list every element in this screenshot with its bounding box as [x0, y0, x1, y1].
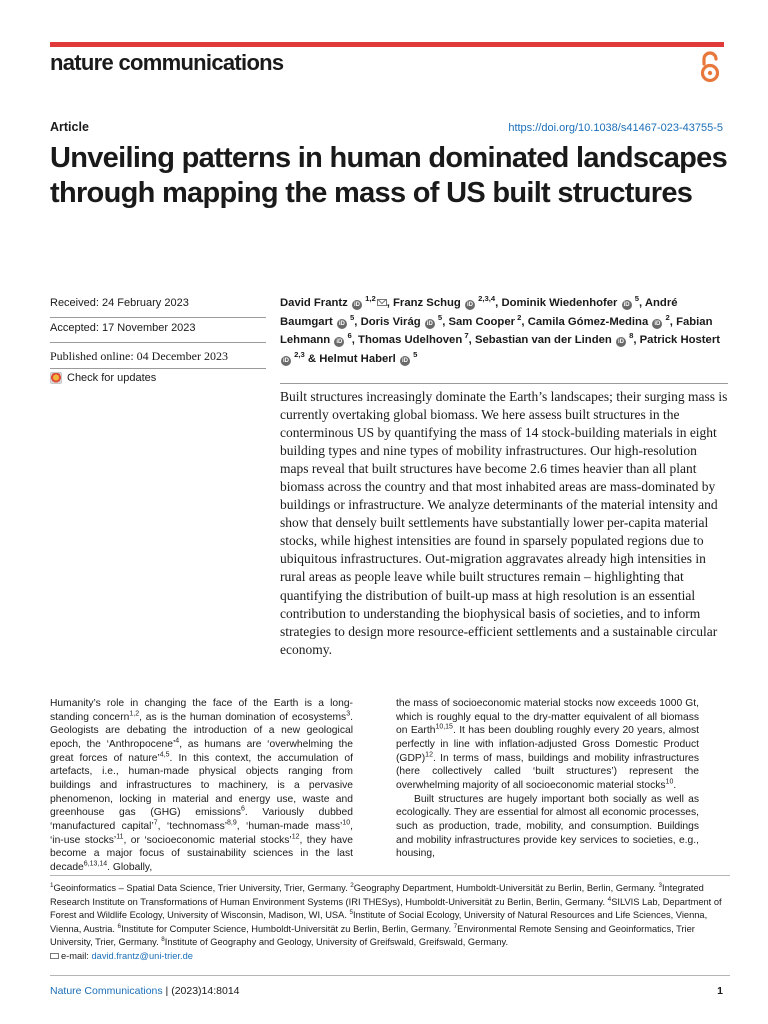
citation-ref[interactable]: 10,15: [435, 723, 453, 731]
affiliation-marker: 1,2: [362, 294, 376, 304]
author-name[interactable]: André Baumgart iD $^5$: [280, 297, 678, 328]
check-updates-icon: [50, 372, 62, 384]
orcid-icon[interactable]: iD: [623, 302, 630, 308]
body-column-right: [396, 697, 699, 861]
affiliation-marker: 5: [435, 312, 443, 322]
citation-ref[interactable]: 8,9: [227, 819, 237, 827]
article-title: Unveiling patterns in human dominated landscapes through mapping the mass of US built structures: [50, 142, 728, 209]
orcid-icon[interactable]: iD: [283, 357, 289, 364]
affiliation-marker: 6: [345, 331, 352, 341]
orcid-icon[interactable]: iD: [654, 320, 661, 327]
affiliation-marker: 5: [410, 350, 418, 360]
email-link[interactable]: david.frantz@uni-trier.de: [91, 950, 193, 961]
email-icon: [50, 953, 59, 959]
author-name[interactable]: Fabian Lehmann iD $^6$: [280, 315, 713, 347]
footnote-divider: [50, 875, 730, 876]
citation-ref[interactable]: 11: [116, 833, 124, 841]
footer-volume: | (2023)14:8014: [162, 985, 240, 997]
author-name[interactable]: David Frantz iD $^{1,2}$: [280, 297, 387, 309]
doi-link[interactable]: https://doi.org/10.1038/s41467-023-43755-5: [508, 122, 723, 134]
affiliation-marker: 7: [462, 331, 469, 341]
published-date: Published online: 04 December 2023: [50, 349, 228, 363]
affiliation-marker: 5: [347, 312, 355, 322]
author-name[interactable]: Helmut Haberl iD $^5$: [319, 350, 418, 365]
divider: [50, 342, 266, 343]
author-name[interactable]: Franz Schug iD $^{2,3,4}$: [393, 294, 496, 309]
journal-name: nature communications: [50, 50, 284, 75]
footer-journal-link[interactable]: Nature Communications: [50, 985, 163, 997]
orcid-icon[interactable]: iD: [353, 302, 360, 308]
citation-ref[interactable]: 4,5: [159, 751, 170, 759]
author-name[interactable]: Doris Virág iD $^5$: [360, 312, 443, 328]
orcid-icon[interactable]: iD: [466, 302, 473, 308]
orcid-icon[interactable]: iD: [617, 339, 624, 346]
email-label: e-mail:: [61, 950, 92, 961]
affiliation-marker: 5: [632, 294, 639, 304]
open-access-icon[interactable]: [698, 50, 722, 84]
divider: [50, 317, 266, 318]
author-name[interactable]: Sam Cooper $^2$: [448, 312, 522, 328]
page-number: 1: [717, 985, 723, 997]
orcid-icon[interactable]: iD: [338, 320, 345, 327]
citation-ref[interactable]: 4: [175, 737, 180, 745]
author-name[interactable]: Thomas Udelhoven $^7$: [358, 331, 469, 347]
citation-ref[interactable]: 6,13,14: [83, 860, 108, 868]
check-updates-label: Check for updates: [67, 372, 157, 384]
affiliation-marker: 8: [626, 331, 634, 341]
header-accent-bar: [50, 42, 724, 47]
citation-ref[interactable]: 3: [346, 710, 351, 718]
body-paragraph: the mass of socioeconomic material stocks now exceeds 1000 Gt, which is roughly equal to the dry-matter equivalent of all biomass on Earth$^{10,15}$. It has been doubling roughly every 20 years, almost perfectly in line with inflation-adjusted Gross Domestic Product (GDP)$^{12}$. In terms of mass, buildings and mobility infrastructures (here collectively called ‘built structures’) represent the overwhelming majority of all socioeconomic material stocks$^{10}$.: [396, 698, 699, 791]
citation-ref[interactable]: 1,2: [129, 710, 140, 718]
check-for-updates-button[interactable]: [50, 372, 156, 384]
author-name[interactable]: Dominik Wiedenhofer iD $^5$: [501, 294, 639, 309]
email-icon[interactable]: [377, 299, 387, 306]
affiliation-marker: 2,3: [292, 350, 305, 360]
affiliations: $^1$Geoinformatics – Spatial Data Science, Trier University, Trier, Germany. $^2$Geography Department, Humboldt-Universität zu Berlin, Berlin, Germany. $^3$Integrated Research Institute on Transformations of Human Environment Systems (IRI THESys), Humboldt-Universität zu Berlin, Berlin, Germany. $^4$SILVIS Lab, Department of Forest and Wildlife Ecology, University of Wisconsin, Madison, WI, USA. $^5$Institute of Social Ecology, University of Natural Resources and Life Sciences, Vienna, Vienna, Austria. $^6$Institute for Computer Science, Humboldt-Universität zu Berlin, Berlin, Germany. $^7$Environmental Remote Sensing and Geoinformatics, Trier University, Trier, Germany. $^8$Institute of Geography and Geology, University of Greifswald, Greifswald, Germany. e-mail: david.frantz@uni-trier.de: [50, 881, 722, 961]
author-name[interactable]: Camila Gómez-Medina iD $^2$: [527, 312, 670, 328]
orcid-icon[interactable]: iD: [401, 357, 408, 364]
affiliation-marker: 2: [515, 312, 522, 322]
author-name[interactable]: Patrick Hostert iD $^{2,3}$: [283, 334, 720, 364]
citation-ref[interactable]: 10: [665, 778, 674, 786]
orcid-icon[interactable]: iD: [336, 339, 343, 346]
received-date: Received: 24 February 2023: [50, 297, 189, 309]
author-list: David Frantz iD $^{1,2}$ , Franz Schug iD $^{2,3,4}$, Dominik Wiedenhofer iD $^5$, André Baumgart iD $^5$, Doris Virág iD $^5$, Sam Cooper $^2$, Camila Gómez-Medina iD $^2$, Fabian Lehmann iD $^6$, Thomas Udelhoven $^7$, Sebastian van der Linden iD $^8$, Patrick Hostert iD $^{2,3}$ & Helmut Haberl iD $^5$: [280, 294, 720, 365]
body-paragraph: Built structures are hugely important both socially as well as ecologically. They are essential for almost all economic processes, such as production, trade, mobility, and consumption. Buildings and mobility infrastructures provide key services to societies, e.g., housing,: [396, 793, 699, 860]
affiliation-marker: 2,3,4: [475, 294, 496, 304]
affiliation-marker: 2: [663, 312, 670, 322]
body-paragraph: Humanity’s role in changing the face of the Earth is a long-standing concern$^{1,2}$, as is the human domination of ecosystems$^3$. Geologists are debating the introduction of a new geological epoch, the ‘Anthropocene’$^4$, as humans are ‘overwhelming the great forces of nature’$^{4,5}$. In this context, the accumulation of artefacts, i.e., human-made physical objects ranging from buildings and infrastructures to machinery, is a pervasive phenomenon, locking in material and energy use, waste and greenhouse gas (GHG) emissions$^6$. Variously dubbed ‘manufactured capital’$^7$, ‘technomass’$^{8,9}$, ‘human-made mass’$^{10}$, ‘in-use stocks’$^{11}$, or ‘socioeconomic material stocks’$^{12}$, they have become a major focus of sustainability sciences in the last decade$^{6,13,14}$. Globally,: [50, 698, 353, 873]
author-name[interactable]: Sebastian van der Linden iD $^8$: [474, 331, 634, 347]
citation-ref[interactable]: 6: [241, 805, 245, 813]
orcid-icon[interactable]: iD: [426, 320, 433, 327]
body-column-left: [50, 697, 353, 875]
accepted-date: Accepted: 17 November 2023: [50, 322, 196, 334]
divider: [50, 368, 266, 369]
footer-citation: [50, 985, 240, 997]
citation-ref[interactable]: 12: [425, 751, 433, 759]
citation-ref[interactable]: 7: [153, 819, 158, 827]
citation-ref[interactable]: 10: [342, 819, 351, 827]
article-type-label: Article: [50, 120, 89, 134]
citation-ref[interactable]: 12: [291, 833, 300, 841]
footer-divider: [50, 975, 730, 976]
abstract: Built structures increasingly dominate the Earth’s landscapes; their surging mass is currently overtaking global biomass. We here assess built structures in the conterminous US by quantifying the mass of 14 stock-building materials in eight building types and nine types of mobility infrastructures. Our high-resolution maps reveal that built structures have become 2.6 times heavier than all plant biomass across the country and that most inhabited areas are mass-dominated by buildings or infrastructure. We analyze determinants of the material intensity and show that densely built settlements have substantially lower per-capita material stocks, while highest intensities are found in sparsely populated regions due to ubiquitous infrastructures. Out-migration aggravates already high intensities in rural areas as people leave while built structures remain – highlighting that quantifying the distribution of built-up mass at high resolution is an essential contribution to understanding the biophysical basis of societies, and to inform strategies to design more resource-efficient settlements and a sustainable circular economy.: [280, 389, 728, 657]
abstract-divider: [280, 383, 728, 384]
